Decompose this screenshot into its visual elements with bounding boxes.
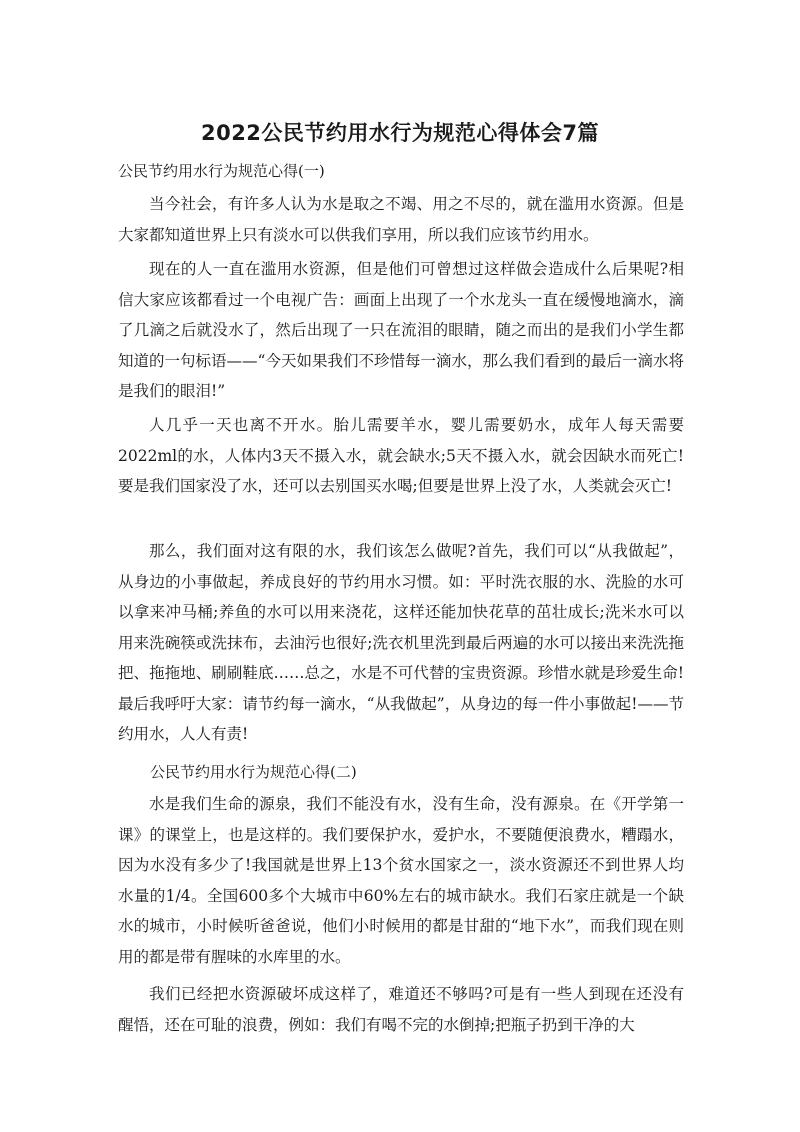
document-title: 2022公民节约用水行为规范心得体会7篇	[200, 121, 600, 145]
paragraph: 人几乎一天也离不开水。胎儿需要羊水，婴儿需要奶水，成年人每天需要2022ml的水，人体内3天不摄入水，就会缺水;5天不摄入水，就会因缺水而死亡!要是我们国家没了水，还可以去别国买水喝;但要是世界上没了水，人类就会灭亡!	[118, 416, 684, 495]
paragraph: 那么，我们面对这有限的水，我们该怎么做呢?首先，我们可以“从我做起”，从身边的小事做起，养成良好的节约用水习惯。如：平时洗衣服的水、洗脸的水可以拿来冲马桶;养鱼的水可以用来浇花，这样还能加快花草的茁壮成长;洗米水可以用来洗碗筷或洗抹布，去油污也很好;洗衣机里洗到最后两遍的水可以接出来洗洗拖把、拖拖地、刷刷鞋底……总之，水是不可代替的宝贵资源。珍惜水就是珍爱生命!最后我呼吁大家：请节约每一滴水，“从我做起”，从身边的每一件小事做起!——节约用水，人人有责!	[118, 542, 684, 743]
paragraph: 当今社会，有许多人认为水是取之不竭、用之不尽的，就在滥用水资源。但是大家都知道世界上只有淡水可以供我们享用，所以我们应该节约用水。	[118, 195, 684, 244]
paragraph: 现在的人一直在滥用水资源，但是他们可曾想过这样做会造成什么后果呢?相信大家应该都看过一个电视广告：画面上出现了一个水龙头一直在缓慢地滴水，滴了几滴之后就没水了，然后出现了一只在流泪的眼睛，随之而出的是我们小学生都知道的一句标语——“今天如果我们不珍惜每一滴水，那么我们看到的最后一滴水将是我们的眼泪!”	[118, 260, 684, 400]
paragraph: 水是我们生命的源泉，我们不能没有水，没有生命，没有源泉。在《开学第一课》的课堂上，也是这样的。我们要保护水，爱护水，不要随便浪费水，糟蹋水，因为水没有多少了!我国就是世界上13个贫水国家之一，淡水资源还不到世界人均水量的1/4。全国600多个大城市中60%左右的城市缺水。我们石家庄就是一个缺水的城市，小时候听爸爸说，他们小时候用的都是甘甜的“地下水”，而我们现在则用的都是带有腥味的水库里的水。	[118, 795, 684, 966]
section-heading-1: 公民节约用水行为规范心得(一)	[118, 162, 325, 180]
section-heading-2: 公民节约用水行为规范心得(二)	[150, 763, 357, 781]
paragraph: 我们已经把水资源破坏成这样了，难道还不够吗?可是有一些人到现在还没有醒悟，还在可耻的浪费，例如：我们有喝不完的水倒掉;把瓶子扔到干净的大	[118, 985, 684, 1034]
